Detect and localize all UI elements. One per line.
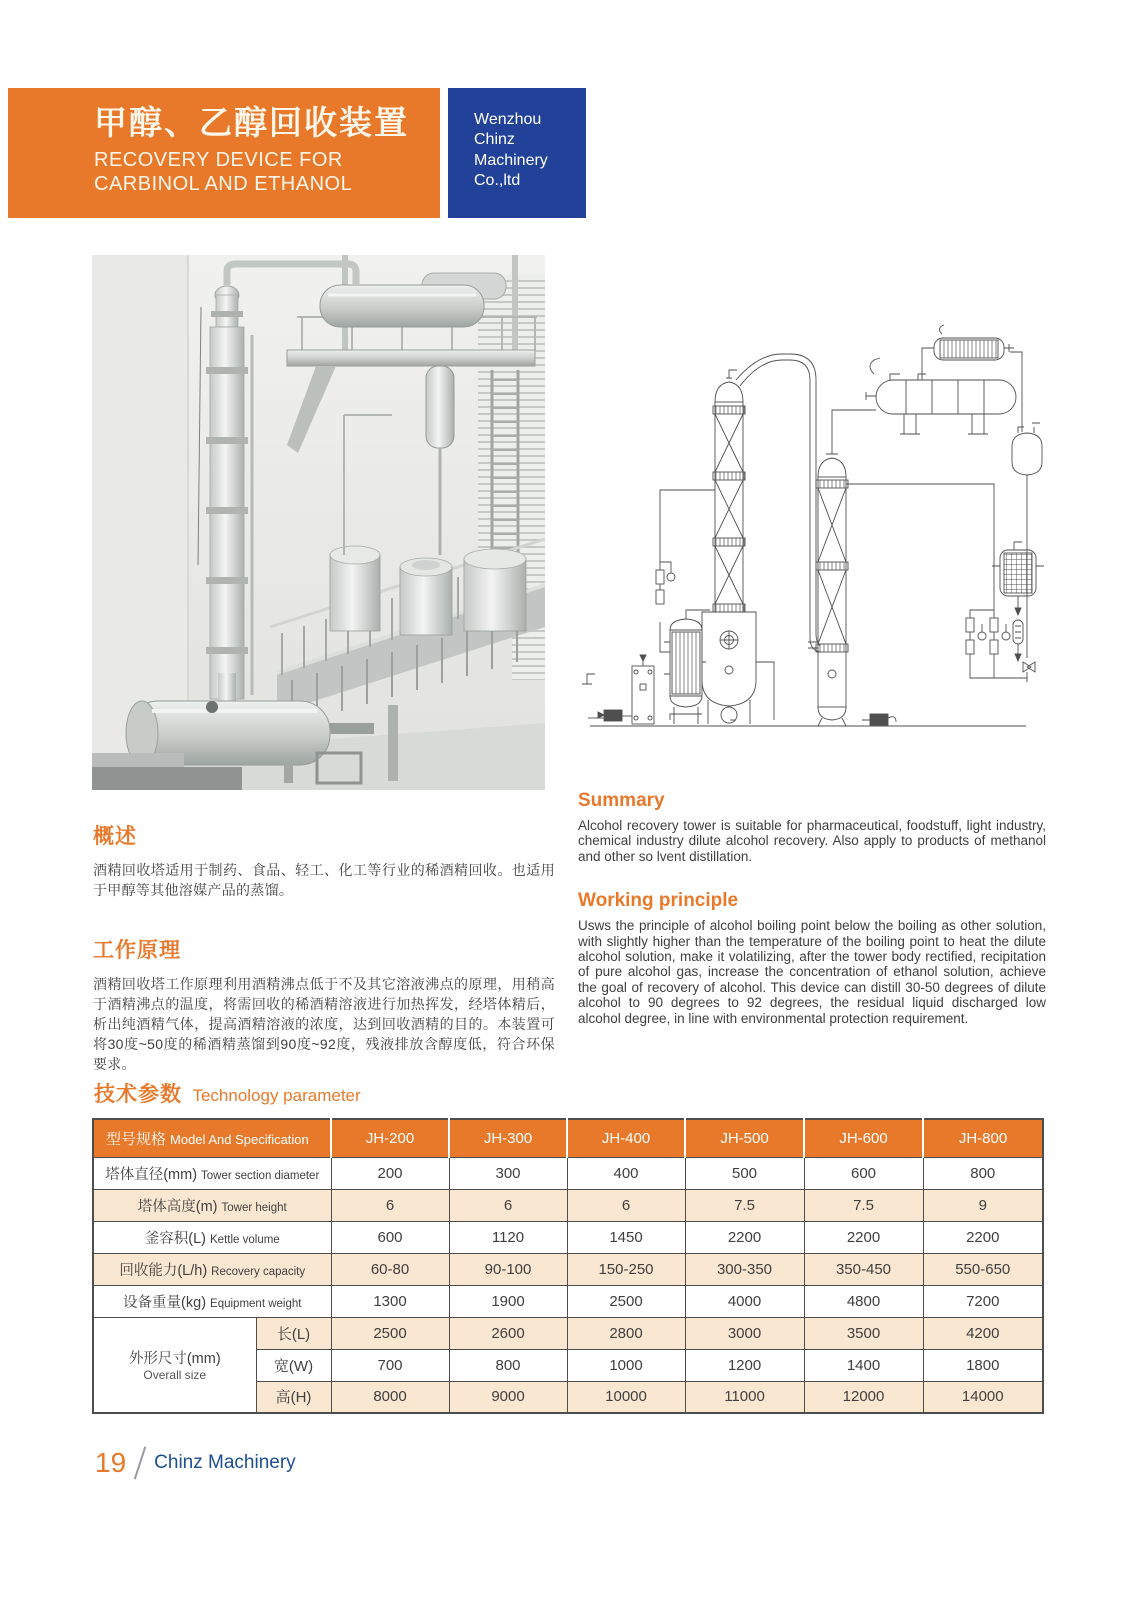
page-footer — [95, 1446, 296, 1480]
value-cell: 6 — [567, 1189, 685, 1221]
value-cell: 800 — [923, 1157, 1043, 1189]
company-line: Chinz — [474, 131, 515, 149]
company-line: Wenzhou — [474, 111, 542, 128]
page-title-zh: 甲醇、乙醇回收装置 — [94, 104, 409, 141]
row-label-cell — [93, 1189, 331, 1221]
section-principle-en — [578, 890, 1046, 1026]
section-principle-zh — [93, 934, 555, 1074]
model-spec-label-en: Model And Specification — [170, 1131, 309, 1147]
value-cell: 4200 — [923, 1317, 1043, 1349]
summary-en-heading: Summary — [578, 790, 665, 811]
value-cell: 1000 — [567, 1349, 685, 1381]
value-cell: 2200 — [804, 1221, 923, 1253]
footer-slash-divider — [134, 1447, 146, 1480]
value-cell: 6 — [331, 1189, 449, 1221]
value-cell: 350-450 — [804, 1253, 923, 1285]
model-spec-label-zh: 型号规格 — [106, 1130, 167, 1148]
overview-zh-heading: 概述 — [93, 825, 137, 848]
value-cell: 500 — [685, 1157, 804, 1189]
value-cell: 9 — [923, 1189, 1043, 1221]
value-cell: 60-80 — [331, 1253, 449, 1285]
table-title — [94, 1078, 1042, 1108]
parameter-table-body — [93, 1157, 1043, 1413]
row-label-en: Recovery capacity — [211, 1265, 306, 1278]
row-label-cell — [93, 1221, 331, 1253]
parameter-table — [92, 1118, 1044, 1414]
chinese-sections — [93, 820, 555, 1100]
english-sections — [578, 790, 1046, 1052]
model-header-cell: JH-600 — [804, 1119, 923, 1157]
value-cell: 200 — [331, 1157, 449, 1189]
page-number: 19 — [95, 1447, 127, 1478]
value-cell: 600 — [804, 1157, 923, 1189]
table-row — [93, 1317, 1043, 1349]
value-cell: 90-100 — [449, 1253, 567, 1285]
value-cell: 11000 — [685, 1381, 804, 1413]
value-cell: 2800 — [567, 1317, 685, 1349]
value-cell: 1400 — [804, 1349, 923, 1381]
company-box — [448, 88, 586, 218]
value-cell: 12000 — [804, 1381, 923, 1413]
value-cell: 1300 — [331, 1285, 449, 1317]
header-banner — [8, 88, 440, 218]
model-header-cell: JH-800 — [923, 1119, 1043, 1157]
row-label-zh: 设备重量(kg) — [123, 1294, 207, 1311]
value-cell: 3500 — [804, 1317, 923, 1349]
company-line: Machinery — [474, 151, 548, 169]
size-sub-label-cell: 长(L) — [256, 1317, 331, 1349]
equipment-photo — [92, 255, 545, 790]
principle-zh-heading: 工作原理 — [93, 939, 181, 962]
page-title-en — [94, 148, 430, 197]
value-cell: 300-350 — [685, 1253, 804, 1285]
page-title-en-line1: RECOVERY DEVICE FOR — [94, 148, 343, 171]
model-header-cell: JH-400 — [567, 1119, 685, 1157]
value-cell: 6 — [449, 1189, 567, 1221]
row-label-en: Equipment weight — [210, 1297, 302, 1310]
row-label-zh: 塔体高度(m) — [137, 1198, 218, 1215]
value-cell: 10000 — [567, 1381, 685, 1413]
size-sub-label-cell: 宽(W) — [256, 1349, 331, 1381]
value-cell: 150-250 — [567, 1253, 685, 1285]
table-title-zh: 技术参数 — [94, 1083, 182, 1106]
value-cell: 1800 — [923, 1349, 1043, 1381]
value-cell: 4000 — [685, 1285, 804, 1317]
row-label-en: Tower section diameter — [201, 1169, 320, 1182]
overall-size-label-en: Overall size — [143, 1368, 207, 1383]
value-cell: 600 — [331, 1221, 449, 1253]
value-cell: 9000 — [449, 1381, 567, 1413]
value-cell: 300 — [449, 1157, 567, 1189]
section-summary-en — [578, 790, 1046, 864]
principle-en-body: Usws the principle of alcohol boiling point below the boiling as other solution, with slightly higher than the temperature of the boiling point to heat the dilute alcohol solution, make it volatilizing, after the tower body rectified, recipitation of pure alcohol gas, increase the concentration of ethanol solution, achieve the goal of recovery of alcohol. This device can distill 30-50 degrees of dilute alcohol to 90 degrees to 92 degrees, the residual liquid discharged low alcohol degree, in line with environmental protection requirement. — [578, 918, 1046, 1026]
value-cell: 2200 — [923, 1221, 1043, 1253]
row-label-en: Kettle volume — [210, 1233, 280, 1246]
value-cell: 7.5 — [685, 1189, 804, 1221]
summary-en-body: Alcohol recovery tower is suitable for pharmaceutical, foodstuff, light industry, chemical industry dilute alcohol recovery. Also apply to products of methanol and other so lvent distillation. — [578, 818, 1046, 864]
value-cell: 1900 — [449, 1285, 567, 1317]
value-cell: 2500 — [331, 1317, 449, 1349]
value-cell: 8000 — [331, 1381, 449, 1413]
row-label-cell — [93, 1253, 331, 1285]
table-row — [93, 1253, 1043, 1285]
principle-zh-body: 酒精回收塔工作原理利用酒精沸点低于不及其它溶液沸点的原理，用稍高于酒精沸点的温度，将需回收的稀酒精溶液进行加热挥发，经塔体精后，析出纯酒精气体，提高酒精溶液的浓度，达到回收酒精的目的。本装置可将30度~50度的稀酒精蒸馏到90度~92度，残液排放含醇度低，符合环保要求。 — [93, 976, 555, 1072]
model-spec-header-cell — [93, 1119, 331, 1157]
value-cell: 7200 — [923, 1285, 1043, 1317]
model-header-cell: JH-500 — [685, 1119, 804, 1157]
value-cell: 1120 — [449, 1221, 567, 1253]
value-cell: 2600 — [449, 1317, 567, 1349]
row-label-en: Tower height — [221, 1201, 287, 1214]
value-cell: 1450 — [567, 1221, 685, 1253]
section-overview-zh — [93, 820, 555, 900]
value-cell: 2200 — [685, 1221, 804, 1253]
model-header-cell: JH-300 — [449, 1119, 567, 1157]
overview-zh-body: 酒精回收塔适用于制药、食品、轻工、化工等行业的稀酒精回收。也适用于甲醇等其他溶媒产品的蒸馏。 — [93, 862, 555, 898]
value-cell: 3000 — [685, 1317, 804, 1349]
row-label-zh: 回收能力(L/h) — [119, 1262, 208, 1279]
value-cell: 550-650 — [923, 1253, 1043, 1285]
row-label-zh: 塔体直径(mm) — [105, 1166, 198, 1183]
row-label-zh: 釜容积(L) — [144, 1230, 207, 1247]
process-flow-diagram — [574, 322, 1046, 744]
value-cell: 7.5 — [804, 1189, 923, 1221]
value-cell: 700 — [331, 1349, 449, 1381]
table-row — [93, 1221, 1043, 1253]
table-row — [93, 1189, 1043, 1221]
table-header-row — [93, 1119, 1043, 1157]
technology-parameter-section — [92, 1078, 1042, 1414]
table-title-en: Technology parameter — [192, 1086, 361, 1105]
row-label-cell — [93, 1285, 331, 1317]
principle-en-heading: Working principle — [578, 890, 739, 912]
size-sub-label-cell: 高(H) — [256, 1381, 331, 1413]
table-row — [93, 1157, 1043, 1189]
value-cell: 14000 — [923, 1381, 1043, 1413]
overall-size-label-cell — [93, 1317, 256, 1413]
table-row — [93, 1285, 1043, 1317]
overall-size-label-zh: 外形尺寸(mm) — [128, 1351, 221, 1368]
model-header-cell: JH-200 — [331, 1119, 449, 1157]
value-cell: 400 — [567, 1157, 685, 1189]
value-cell: 1200 — [685, 1349, 804, 1381]
footer-brand: Chinz Machinery — [154, 1452, 296, 1473]
value-cell: 800 — [449, 1349, 567, 1381]
value-cell: 4800 — [804, 1285, 923, 1317]
company-line: Co.,ltd — [474, 172, 521, 190]
value-cell: 2500 — [567, 1285, 685, 1317]
row-label-cell — [93, 1157, 331, 1189]
parameter-table-head — [93, 1119, 1043, 1157]
page-title-en-line2: CARBINOL AND ETHANOL — [94, 173, 353, 196]
